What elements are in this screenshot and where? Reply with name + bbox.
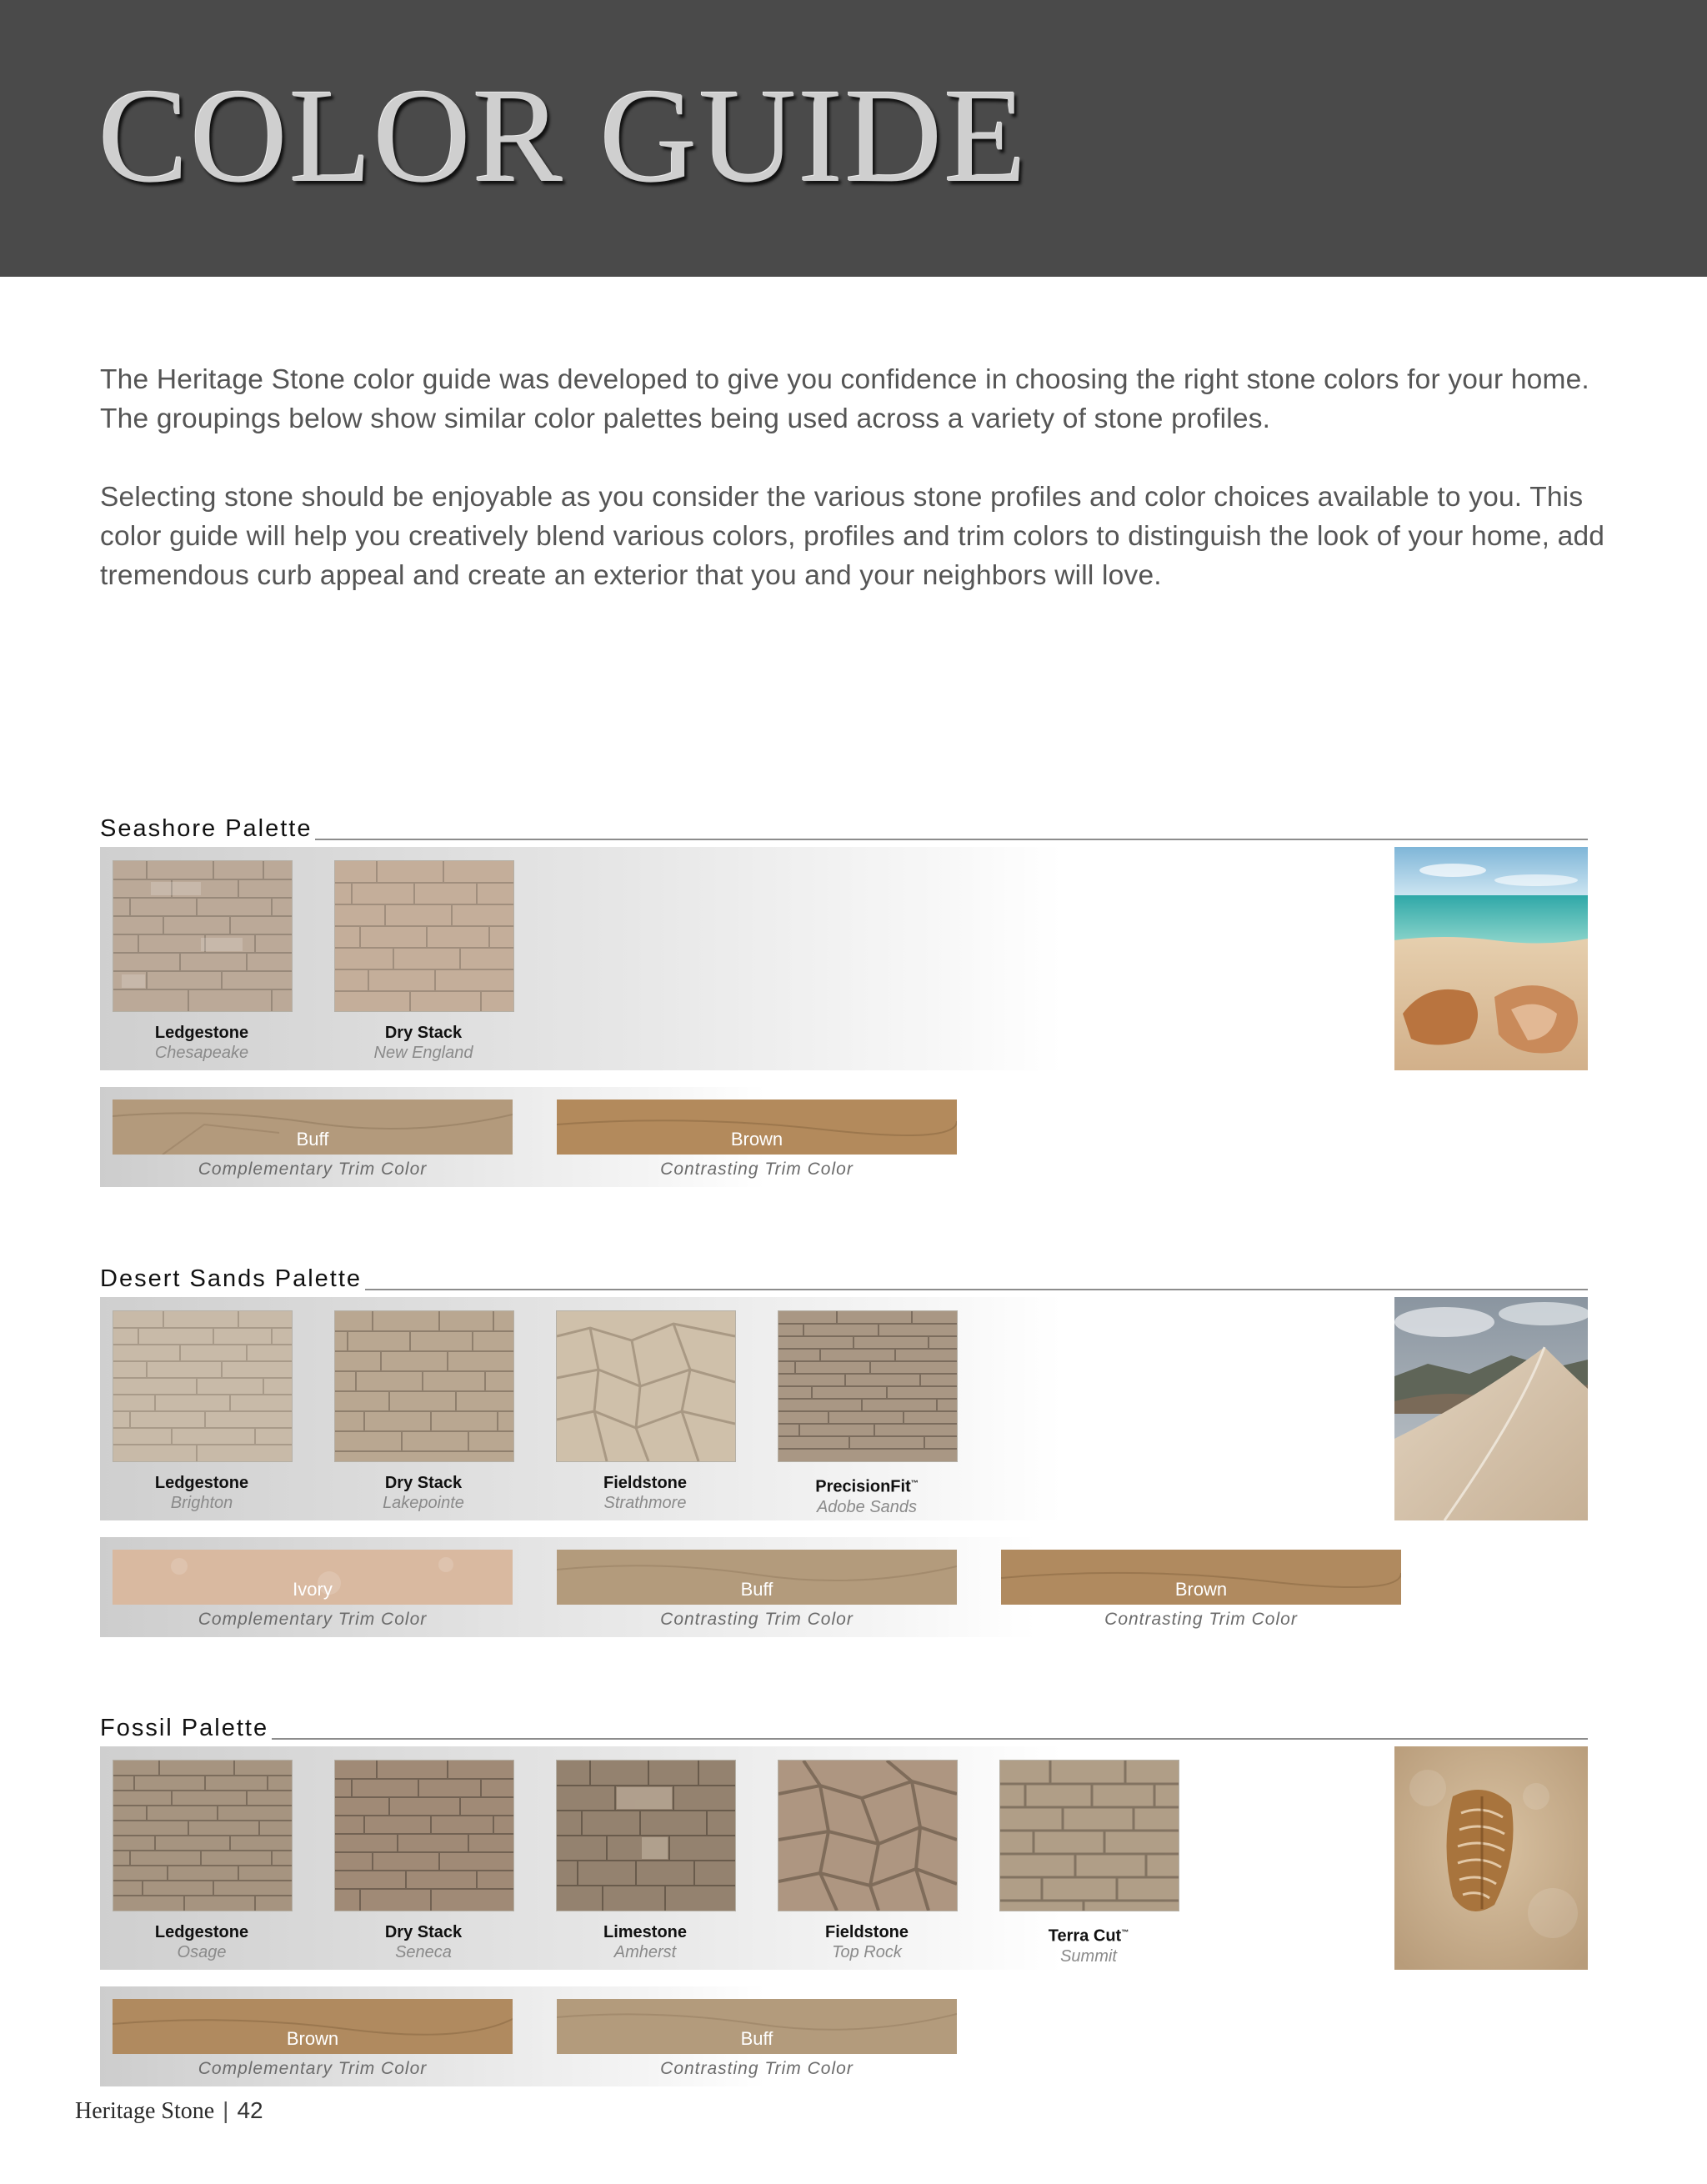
stone-profile-name: Ledgestone [154,1923,249,1941]
stone-color-name: Chesapeake [154,1044,249,1062]
stone-color-name: Summit [1060,1946,1117,1966]
trim-role: Complementary Trim Color [198,1160,428,1179]
trim-color-name: Brown [1174,1579,1228,1600]
trim-color-name: Ivory [293,1579,333,1600]
stone-swatch [334,860,514,1012]
stone-swatch [556,1760,736,1911]
stone-profile-name: Fieldstone [824,1923,909,1941]
trim-role: Complementary Trim Color [198,2059,428,2078]
stone-color-name: Top Rock [832,1943,902,1961]
trim-role: Complementary Trim Color [198,1610,428,1629]
trim-role: Contrasting Trim Color [660,1610,854,1629]
stone-color-name: Strathmore [603,1494,687,1512]
stone-swatch [999,1760,1179,1911]
stone-swatch [334,1310,514,1462]
trim-color-name: Buff [296,1129,329,1150]
stone-label [315,1922,532,1962]
trim-role: Contrasting Trim Color [1104,1610,1298,1629]
stone-label [758,1473,975,1517]
stone-swatch [113,860,293,1012]
stone-profile-name: PrecisionFit™ [815,1477,919,1496]
intro-text [100,360,1617,634]
palette-divider [100,1738,1588,1740]
palette-title: Fossil Palette [100,1713,272,1743]
desert-scene-image [1394,1297,1588,1520]
stone-swatch [113,1760,293,1911]
trim-color-name: Buff [740,1579,773,1600]
stone-profile-name: Dry Stack [384,1474,463,1492]
footer-brand: Heritage Stone [75,2098,215,2124]
intro-paragraph-2: Selecting stone should be enjoyable as you consider the various stone profiles and color choices available to you. This color guide will help you creatively blend various colors, profiles and trim colors to distinguish the look of your home, add tremendous curb appeal and create an exterior that you and your neighbors will love. [100,482,1605,591]
stone-label [93,1023,310,1063]
palette-header [100,1264,1588,1297]
stone-profile-name: Dry Stack [384,1024,463,1042]
beach-scene-image [1394,847,1588,1070]
palette-header [100,814,1588,847]
fossil-scene-image [1394,1746,1588,1970]
palette-header [100,1713,1588,1746]
intro-paragraph-1: The Heritage Stone color guide was developed to give you confidence in choosing the right stone colors for your home. The groupings below show similar color palettes being used across a variety of stone profiles. [100,364,1589,434]
stone-profile-name: Terra Cut™ [1048,1926,1129,1946]
stone-label [93,1922,310,1962]
trim-role: Contrasting Trim Color [660,2059,854,2078]
trim-role: Contrasting Trim Color [660,1160,854,1179]
palette-divider [100,839,1588,840]
stone-profile-name: Ledgestone [154,1024,249,1042]
stone-color-name: New England [373,1044,473,1062]
stone-label [758,1922,975,1962]
trademark-symbol: ™ [1121,1928,1129,1936]
stone-profile-name: Fieldstone [603,1474,687,1492]
page-number: 42 [237,2097,263,2123]
stone-profile-name: Limestone [603,1923,688,1941]
page-header [0,0,1707,277]
stone-label [315,1473,532,1513]
stone-color-name: Adobe Sands [816,1497,918,1516]
stone-profile-name: Ledgestone [154,1474,249,1492]
stone-swatch [334,1760,514,1911]
stone-label [537,1473,753,1513]
stone-profile-name: Dry Stack [384,1923,463,1941]
stone-swatch [778,1760,958,1911]
stone-label [980,1922,1197,1966]
page-footer [75,2096,263,2126]
trim-color-name: Brown [730,1129,783,1150]
palette-title: Desert Sands Palette [100,1264,365,1294]
stone-label [93,1473,310,1513]
trim-color-name: Brown [286,2028,339,2049]
stone-color-name: Lakepointe [383,1494,464,1512]
page-title: COLOR GUIDE [98,62,1029,211]
trademark-symbol: ™ [910,1479,919,1487]
stone-label [315,1023,532,1063]
stone-swatch [113,1310,293,1462]
stone-color-name: Osage [177,1943,227,1961]
stone-color-name: Brighton [170,1494,233,1512]
footer-separator: | [223,2097,229,2123]
stone-swatch [778,1310,958,1462]
palette-title: Seashore Palette [100,814,315,844]
trim-color-name: Buff [740,2028,773,2049]
stone-swatch [556,1310,736,1462]
stone-color-name: Amherst [613,1943,677,1961]
stone-label [537,1922,753,1962]
stone-color-name: Seneca [395,1943,452,1961]
